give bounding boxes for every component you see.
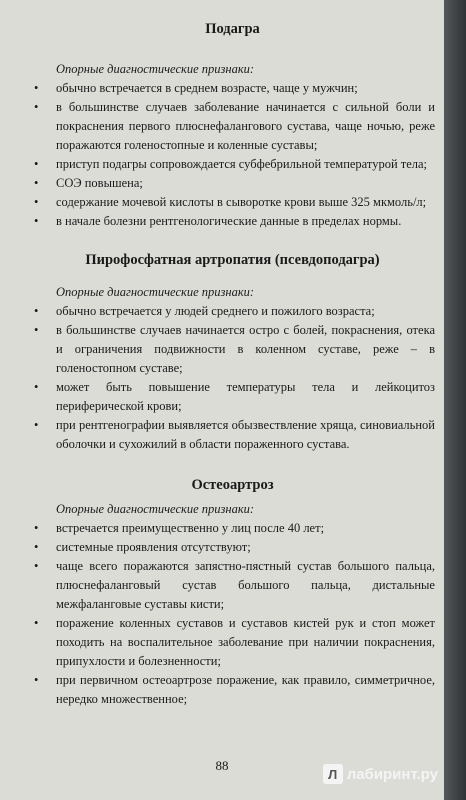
watermark-text: лабиринт.ру	[346, 765, 438, 783]
section-title-pseudogout: Пирофосфатная артропатия (псевдоподагра)	[85, 252, 380, 268]
labyrinth-logo-icon: Л	[323, 764, 343, 784]
list-item: • чаще всего поражаются запястно-пястный сустав большого пальца, плюснефаланговый сустав большого пальца, дистальные межфаланговые суставы кисти;	[30, 557, 435, 614]
list-item: • приступ подагры сопровождается субфебрильной температурой тела;	[30, 155, 435, 174]
list-item: • в большинстве случаев заболевание начинается с сильной боли и покраснения первого плюснефалангового сустава, чаще ночью, реже поражаются голеностопные и коленные суставы;	[30, 98, 435, 155]
list-item: • встречается преимущественно у лиц после 40 лет;	[30, 519, 435, 538]
page-content	[30, 20, 435, 709]
list-item: • при первичном остеоартрозе поражение, как правило, симметричное, нередко множественное;	[30, 671, 435, 709]
page-number: 88	[215, 758, 229, 773]
section-lead: Опорные диагностические признаки:	[56, 502, 255, 516]
list-item: • СОЭ повышена;	[30, 174, 435, 193]
section-lead: Опорные диагностические признаки:	[56, 285, 255, 299]
list-item: • содержание мочевой кислоты в сыворотке крови выше 325 мкмоль/л;	[30, 193, 435, 212]
pseudogout-list	[30, 302, 435, 454]
list-item: • в начале болезни рентгенологические данные в пределах нормы.	[30, 212, 435, 231]
list-item: • системные проявления отсутствуют;	[30, 538, 435, 557]
section-lead: Опорные диагностические признаки:	[56, 62, 255, 76]
list-item: • может быть повышение температуры тела и лейкоцитоз периферической крови;	[30, 378, 435, 416]
gout-list	[30, 79, 435, 231]
osteoarthritis-list	[30, 519, 435, 709]
watermark	[323, 764, 438, 784]
section-title-gout: Подагра	[205, 21, 260, 37]
list-item: • обычно встречается в среднем возрасте, чаще у мужчин;	[30, 79, 435, 98]
list-item: • обычно встречается у людей среднего и пожилого возраста;	[30, 302, 435, 321]
page-edge-shadow	[444, 0, 466, 800]
section-title-osteoarthritis: Остеоартроз	[191, 477, 274, 493]
list-item: • в большинстве случаев начинается остро с болей, покраснения, отека и ограничения подвижности в коленном суставе, реже – в голеностопном суставе;	[30, 321, 435, 378]
list-item: • поражение коленных суставов и суставов кистей рук и стоп может походить на воспалительное заболевание при наличии покраснения, припухлости и болезненности;	[30, 614, 435, 671]
list-item: • при рентгенографии выявляется обызвествление хряща, синовиальной оболочки и сухожилий в области пораженного сустава.	[30, 416, 435, 454]
